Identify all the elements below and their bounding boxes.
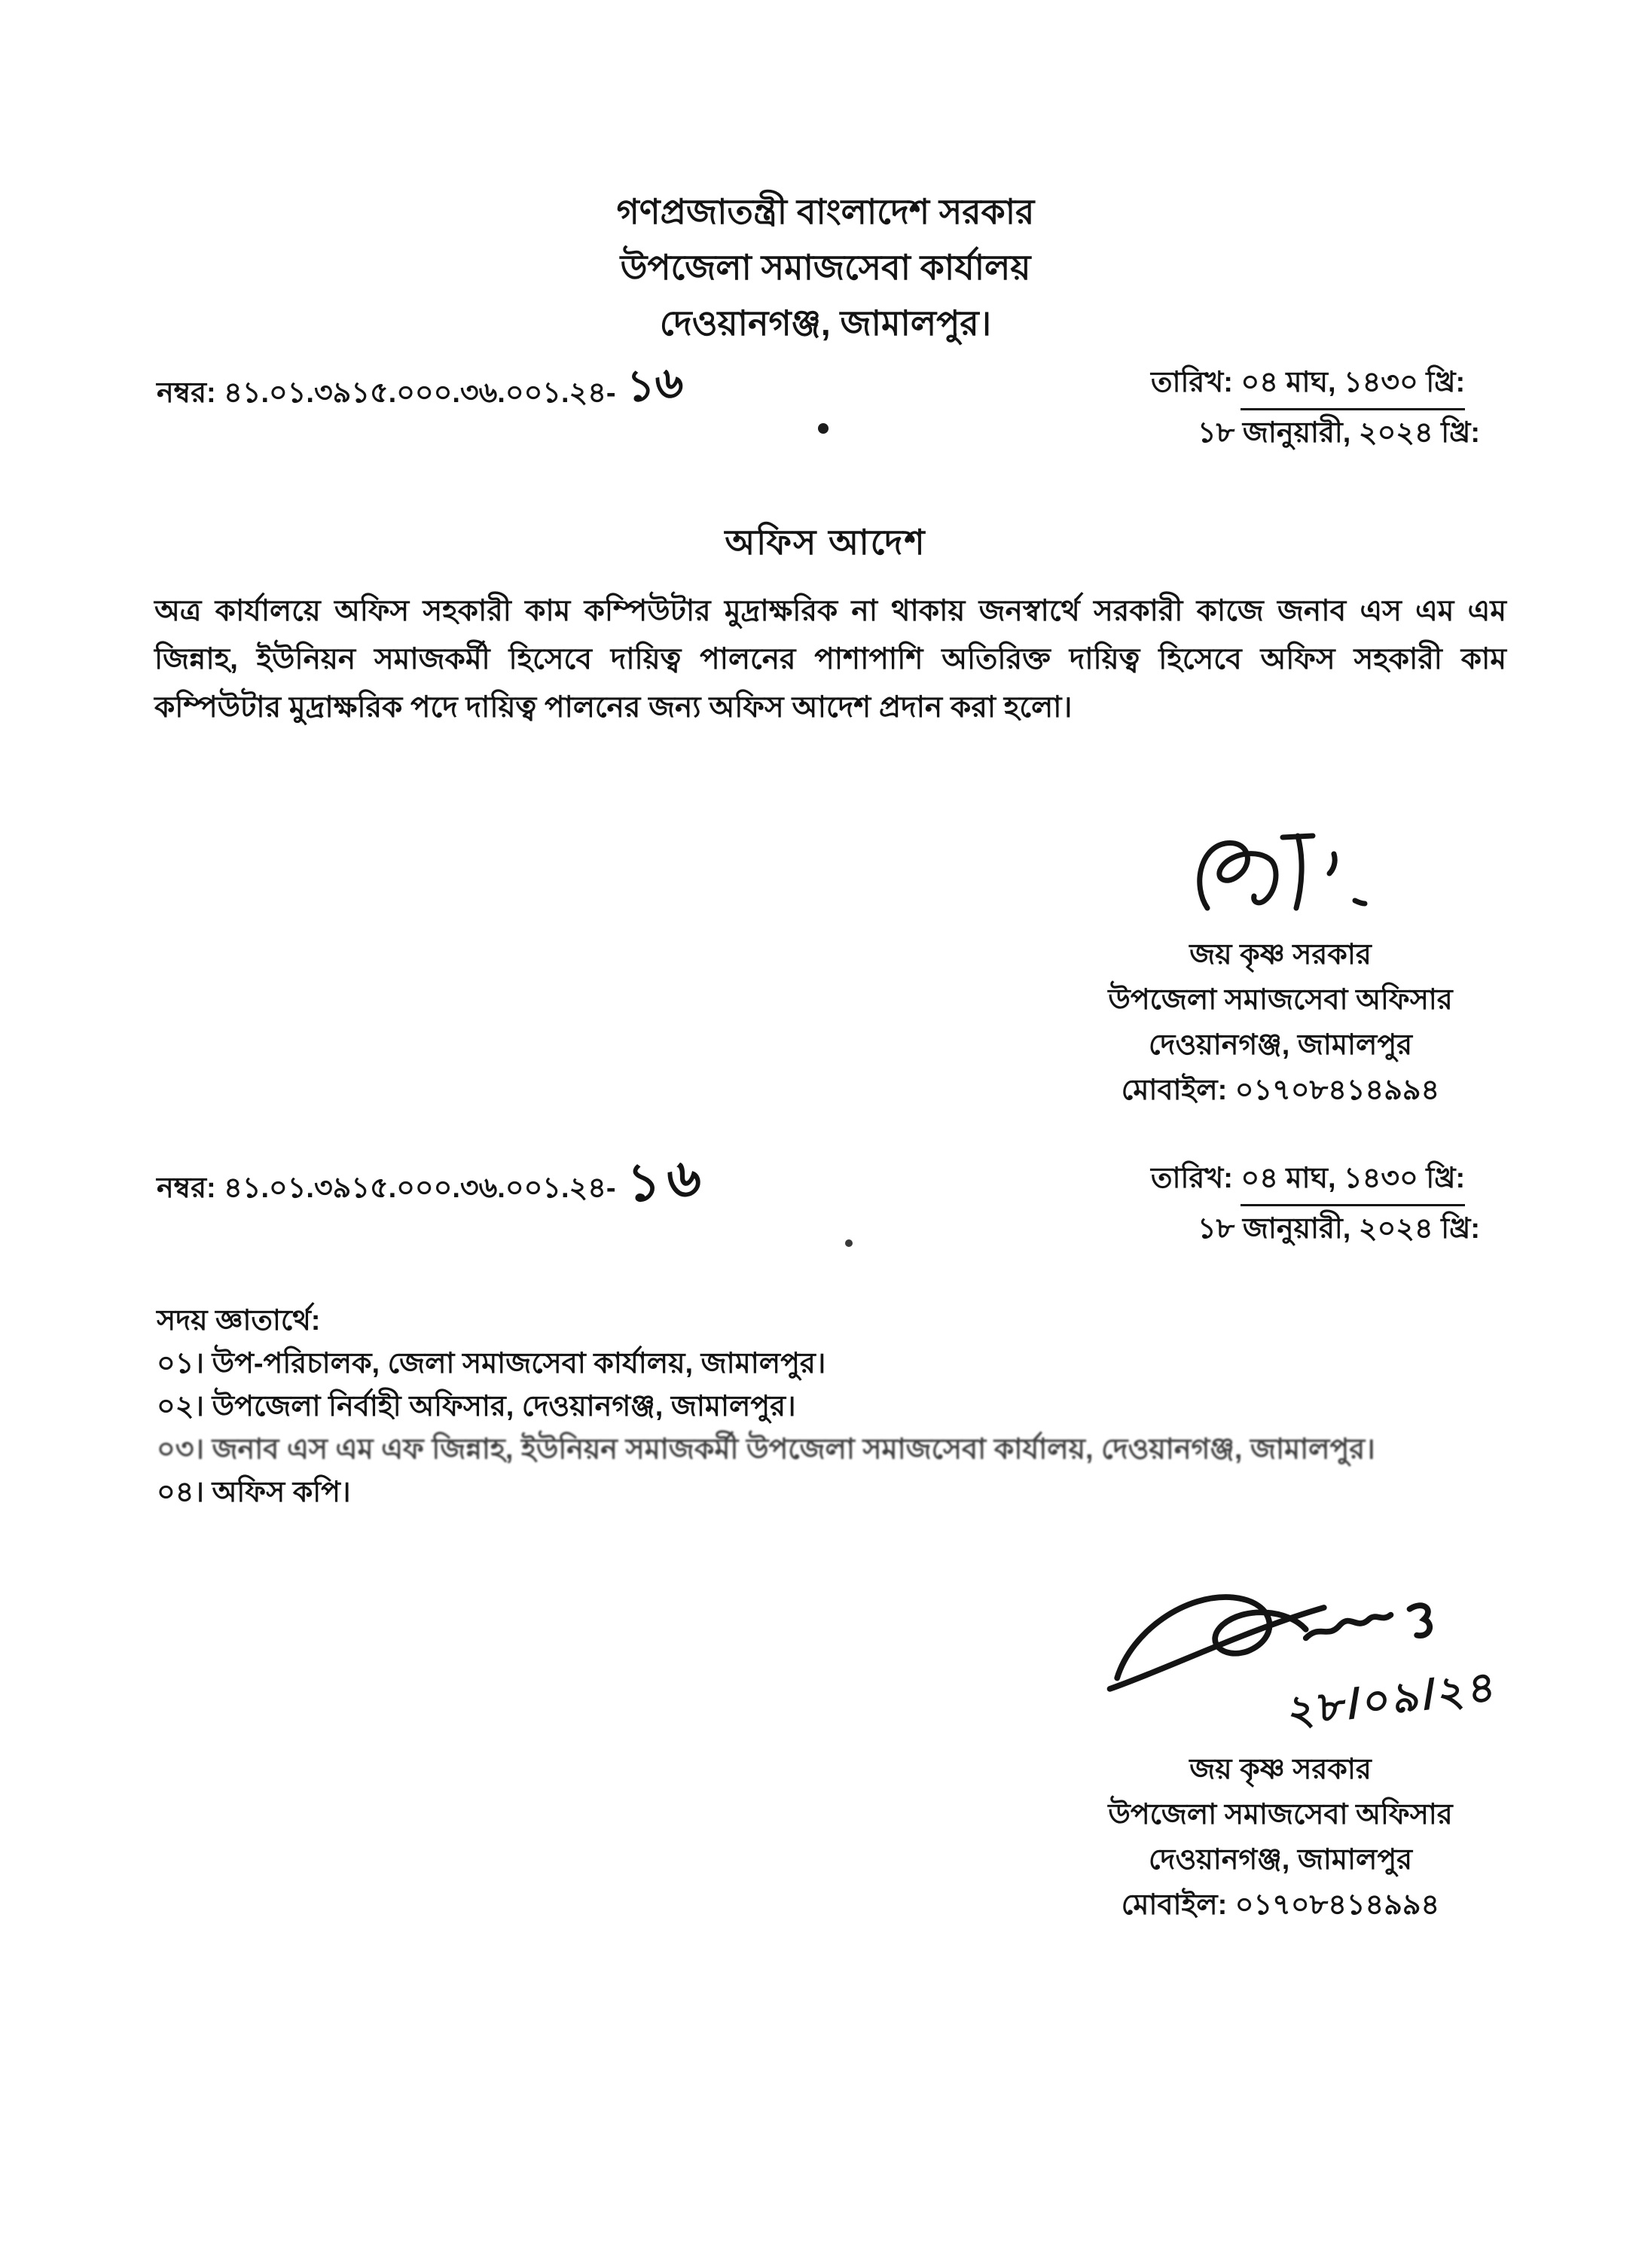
signatory-name: জয় কৃষ্ণ সরকার [1189, 1754, 1372, 1785]
distribution-item-3: ০৩। জনাব এস এম এফ জিন্নাহ, ইউনিয়ন সমাজকর্মী উপজেলা সমাজসেবা কার্যালয়, দেওয়ানগঞ্জ, জামালপুর। [157, 1434, 1375, 1465]
signatory-address: দেওয়ানগঞ্জ, জামালপুর [1148, 1844, 1413, 1876]
signatory-mobile: মোবাইল: ০১৭০৮৪১৪৯৯৪ [1121, 1889, 1440, 1921]
ref-number-2: নম্বর: ৪১.০১.৩৯১৫.০০০.৩৬.০০১.২৪- [157, 1172, 616, 1204]
signature-full-scribble [1092, 1587, 1469, 1747]
signature-area [1039, 1587, 1521, 1747]
date-bangla-1: ০৪ মাঘ, ১৪৩০ খ্রি: [1241, 360, 1465, 410]
date-gregorian-2: ১৮ জানুয়ারী, ২০২৪ খ্রি: [1198, 1213, 1480, 1245]
date-label-1: তারিখ: [1151, 367, 1233, 398]
signatory-name: জয় কৃষ্ণ সরকার [1189, 939, 1372, 971]
date-bangla-2: ০৪ মাঘ, ১৪৩০ খ্রি: [1241, 1156, 1465, 1206]
office-name: উপজেলা সমাজসেবা কার্যালয় [620, 248, 1031, 287]
distribution-list [157, 1300, 1588, 1514]
date-line-bangla-2 [1151, 1156, 1512, 1206]
stray-ink-dot [818, 423, 829, 434]
signatory-designation: উপজেলা সমাজসেবা অফিসার [1108, 1799, 1453, 1831]
office-order-title: অফিস আদেশ [725, 523, 926, 562]
office-address: দেওয়ানগঞ্জ, জামালপুর। [659, 303, 992, 343]
letterhead [0, 184, 1651, 351]
date-line-bangla-1 [1151, 360, 1512, 410]
date-block-2 [1151, 1156, 1512, 1251]
ref-number-1: নম্বর: ৪১.০১.৩৯১৫.০০০.৩৬.০০১.২৪- [157, 377, 616, 409]
distribution-heading: সদয় জ্ঞাতার্থে: [157, 1305, 321, 1337]
government-name: গণপ্রজাতন্ত্রী বাংলাদেশ সরকার [616, 192, 1035, 231]
signatory-address: দেওয়ানগঞ্জ, জামালপুর [1148, 1029, 1413, 1061]
distribution-item-1: ০১। উপ-পরিচালক, জেলা সমাজসেবা কার্যালয়, জামালপুর। [157, 1348, 826, 1379]
ref-number-row-1 [157, 357, 684, 419]
signature-block-1 [1054, 827, 1506, 1113]
stray-ink-dot [845, 1239, 853, 1247]
date-gregorian-1: ১৮ জানুয়ারী, ২০২৪ খ্রি: [1198, 417, 1480, 449]
distribution-item-4: ০৪। অফিস কপি। [157, 1477, 351, 1508]
signature-block-2 [1039, 1587, 1521, 1928]
ref-number-row-2 [157, 1147, 707, 1218]
distribution-item-2: ০২। উপজেলা নির্বাহী অফিসার, দেওয়ানগঞ্জ, জামালপুর। [157, 1391, 796, 1422]
signatory-mobile: মোবাইল: ০১৭০৮৪১৪৯৯৪ [1121, 1075, 1440, 1106]
signatory-designation: উপজেলা সমাজসেবা অফিসার [1108, 984, 1453, 1016]
signature-initials-scribble [1186, 827, 1375, 932]
order-body-paragraph: অত্র কার্যালয়ে অফিস সহকারী কাম কম্পিউটার মুদ্রাক্ষরিক না থাকায় জনস্বার্থে সরকারী কাজে জনাব এস এম এম জিন্নাহ, ইউনিয়ন সমাজকর্মী হিসেবে দায়িত্ব পালনের পাশাপাশি অতিরিক্ত দায়িত্ব হিসেবে অফিস সহকারী কাম কম্পিউটার মুদ্রাক্ষরিক পদে দায়িত্ব পালনের জন্য অফিস আদেশ প্রদান করা হলো। [154, 595, 1506, 724]
signature-date-handwritten: ২৮/০৯/২৪ [1287, 1661, 1499, 1736]
ref-number-handwritten-2: ১৬ [626, 1147, 707, 1213]
ref-number-handwritten-1: ১৬ [626, 357, 684, 412]
date-label-2: তারিখ: [1151, 1163, 1233, 1194]
date-block-1 [1151, 360, 1512, 456]
